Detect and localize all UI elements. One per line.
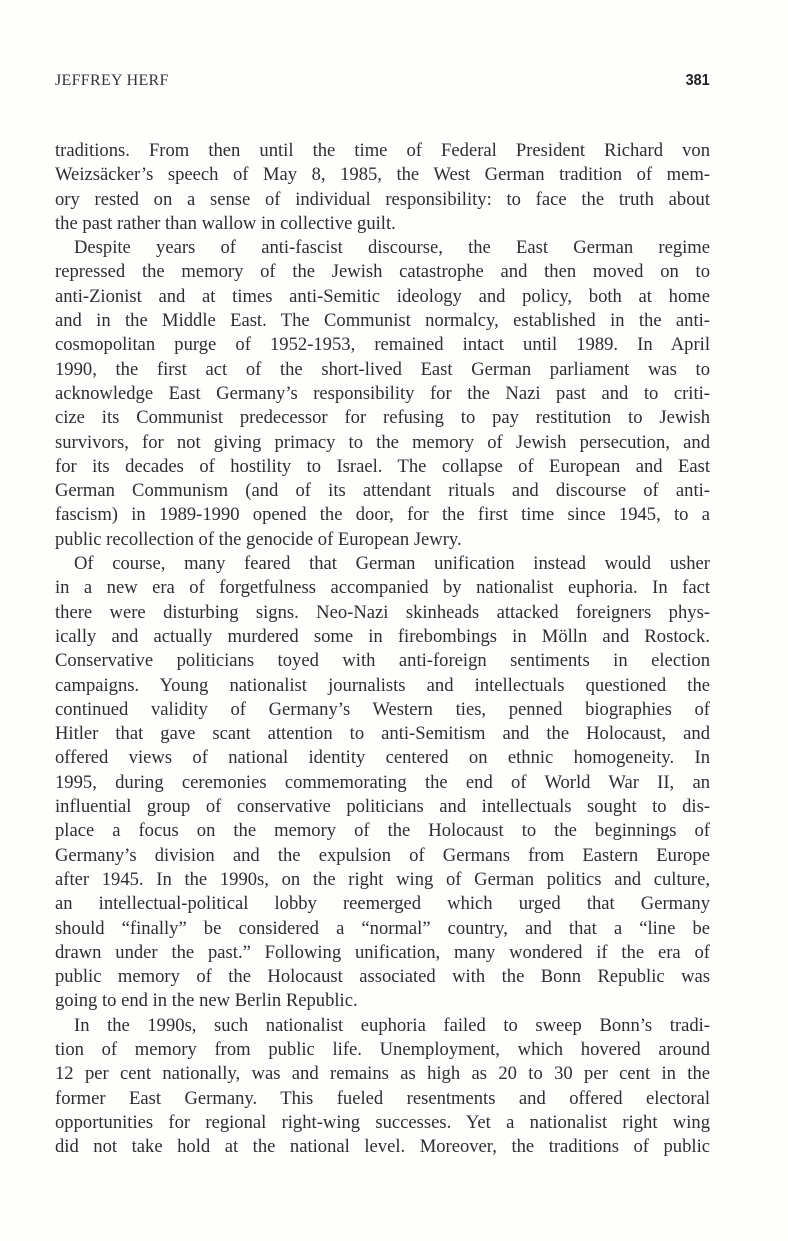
text-line: former East Germany. This fueled resentments and offered electoral	[55, 1087, 710, 1109]
text-line: 12 per cent nationally, was and remains as high as 20 to 30 per cent in the	[55, 1063, 710, 1085]
text-line: going to end in the new Berlin Republic.	[55, 990, 358, 1012]
text-line: anti-Zionist and at times anti-Semitic ideology and policy, both at home	[55, 285, 710, 307]
text-line: offered views of national identity centered on ethnic homogeneity. In	[55, 747, 710, 769]
text-line: campaigns. Young nationalist journalists and intellectuals questioned the	[55, 674, 710, 696]
running-head	[55, 72, 710, 94]
text-line: ory rested on a sense of individual responsibility: to face the truth about	[55, 188, 710, 210]
text-line: did not take hold at the national level. Moreover, the traditions of public	[55, 1136, 710, 1158]
text-line: drawn under the past.” Following unification, many wondered if the era of	[55, 941, 710, 963]
text-line: cize its Communist predecessor for refusing to pay restitution to Jewish	[55, 407, 710, 429]
text-line: repressed the memory of the Jewish catastrophe and then moved on to	[55, 261, 710, 283]
text-line: traditions. From then until the time of Federal President Richard von	[55, 140, 710, 161]
text-line: for its decades of hostility to Israel. The collapse of European and East	[55, 455, 710, 477]
paragraph	[55, 139, 710, 236]
text-line: opportunities for regional right-wing successes. Yet a nationalist right wing	[55, 1111, 710, 1133]
text-line: there were disturbing signs. Neo-Nazi skinheads attacked foreigners phys-	[55, 601, 710, 623]
text-line: tion of memory from public life. Unemployment, which hovered around	[55, 1038, 710, 1060]
text-line: public memory of the Holocaust associated with the Bonn Republic was	[55, 966, 710, 988]
page-number: 381	[685, 72, 710, 89]
body-text	[55, 139, 710, 1159]
text-line: Conservative politicians toyed with anti-foreign sentiments in election	[55, 650, 710, 672]
text-line: Of course, many feared that German unification instead would usher	[74, 553, 710, 575]
text-line: public recollection of the genocide of European Jewry.	[55, 528, 462, 550]
paragraph	[55, 552, 710, 1014]
text-line: survivors, for not giving primacy to the memory of Jewish persecution, and	[55, 431, 710, 453]
text-line: cosmopolitan purge of 1952-1953, remained intact until 1989. In April	[55, 334, 710, 356]
text-line: should “finally” be considered a “normal” country, and that a “line be	[55, 917, 710, 939]
text-line: and in the Middle East. The Communist normalcy, established in the anti-	[55, 310, 710, 332]
text-line: fascism) in 1989-1990 opened the door, for the first time since 1945, to a	[55, 504, 710, 526]
text-line: Germany’s division and the expulsion of Germans from Eastern Europe	[55, 844, 710, 866]
paragraph	[55, 1014, 710, 1160]
text-line: influential group of conservative politicians and intellectuals sought to dis-	[55, 796, 710, 818]
text-line: an intellectual-political lobby reemerged which urged that Germany	[55, 893, 710, 915]
text-line: German Communism (and of its attendant rituals and discourse of anti-	[55, 480, 710, 502]
text-line: the past rather than wallow in collective guilt.	[55, 212, 396, 234]
text-line: continued validity of Germany’s Western ties, penned biographies of	[55, 698, 710, 720]
text-line: place a focus on the memory of the Holocaust to the beginnings of	[55, 820, 710, 842]
text-line: Hitler that gave scant attention to anti-Semitism and the Holocaust, and	[55, 723, 710, 745]
text-line: ically and actually murdered some in firebombings in Mölln and Rostock.	[55, 625, 710, 647]
text-line: acknowledge East Germany’s responsibility for the Nazi past and to criti-	[55, 382, 710, 404]
text-line: Despite years of anti-fascist discourse, the East German regime	[74, 237, 710, 259]
text-line: 1995, during ceremonies commemorating the end of World War II, an	[55, 771, 710, 793]
paragraph	[55, 236, 710, 552]
text-line: in a new era of forgetfulness accompanied by nationalist euphoria. In fact	[55, 577, 710, 599]
text-line: In the 1990s, such nationalist euphoria failed to sweep Bonn’s tradi-	[74, 1014, 710, 1036]
text-line: Weizsäcker’s speech of May 8, 1985, the West German tradition of mem-	[55, 164, 710, 186]
running-head-author: JEFFREY HERF	[55, 72, 169, 89]
text-line: after 1945. In the 1990s, on the right wing of German politics and culture,	[55, 868, 710, 890]
text-line: 1990, the first act of the short-lived East German parliament was to	[55, 358, 710, 380]
